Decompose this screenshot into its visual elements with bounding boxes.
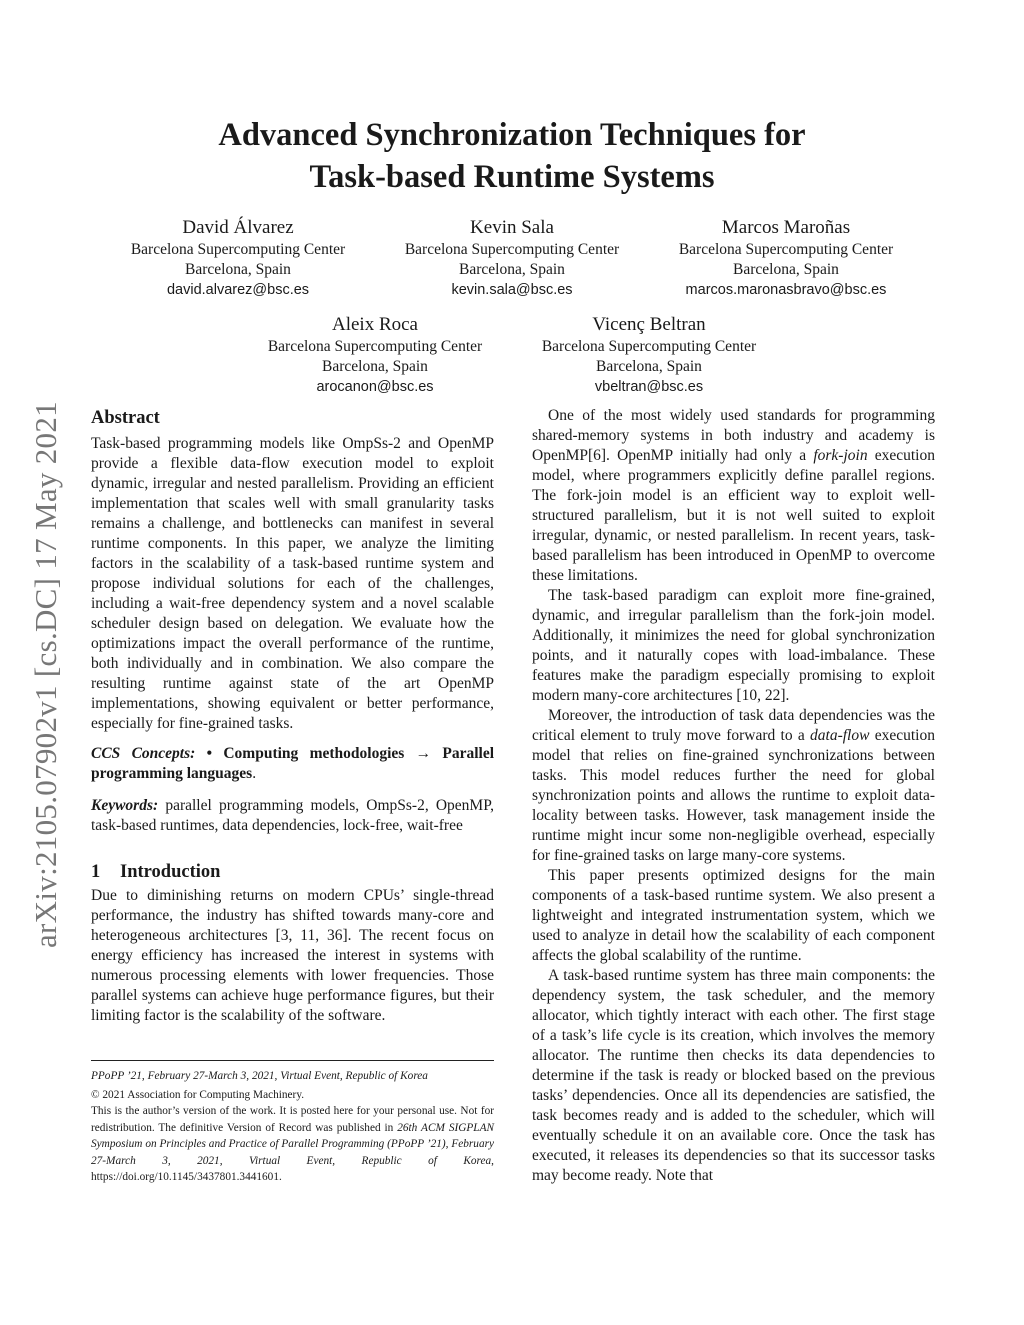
author-block-beltran bbox=[509, 314, 789, 397]
intro-paragraph-1 bbox=[532, 406, 935, 586]
author-block-alvarez bbox=[98, 217, 378, 300]
author-email[interactable]: david.alvarez@bsc.es bbox=[166, 282, 310, 298]
author-name: Aleix Roca bbox=[331, 314, 418, 335]
abstract-heading: Abstract bbox=[91, 408, 160, 428]
title-line-2: Task-based Runtime Systems bbox=[309, 159, 715, 195]
p1-emphasis: fork-join bbox=[813, 447, 868, 464]
notice-text-b: , https://doi.org/10.1145/3437801.3441601. bbox=[91, 1154, 494, 1183]
author-block-maronas bbox=[646, 217, 926, 300]
ccs-end: . bbox=[252, 765, 257, 782]
p3-emphasis: data-flow bbox=[810, 727, 870, 744]
right-column bbox=[532, 406, 935, 1186]
author-name: Kevin Sala bbox=[470, 217, 554, 238]
author-email[interactable]: kevin.sala@bsc.es bbox=[451, 282, 573, 298]
author-affiliation: Barcelona Supercomputing Center bbox=[267, 338, 483, 355]
footnote-copyright: © 2021 Association for Computing Machinery. bbox=[91, 1088, 305, 1101]
author-affiliation: Barcelona Supercomputing Center bbox=[678, 241, 894, 258]
footnote-block bbox=[91, 1068, 494, 1186]
arxiv-identifier: arXiv:2105.07902v1 [cs.DC] 17 May 2021 bbox=[28, 401, 63, 948]
left-column bbox=[91, 406, 494, 1026]
p3-text-a: Moreover, the introduction of task data dependencies was the critical element to truly move forward to a bbox=[532, 707, 935, 744]
intro-paragraph-5: A task-based runtime system has three main components: the dependency system, the task scheduler, and the memory allocator, which tightly interact with each other. The first stage of a task’s life cycle is its creation, which involves the memory allocator. The runtime then checks its data dependencies to determine if the task is ready or blocked based on the previous tasks’ dependencies. Once all its dependencies are satisfied, the task becomes ready and is added to the scheduler, which will eventually schedule it on an available core. Once the task has executed, it releases its dependencies so that its successor tasks may become ready. Note that bbox=[532, 967, 935, 1184]
author-name: David Álvarez bbox=[182, 217, 294, 238]
author-affiliation: Barcelona Supercomputing Center bbox=[130, 241, 346, 258]
intro-paragraph-2: The task-based paradigm can exploit more fine-grained, dynamic, and irregular parallelism than the fork-join model. Additionally, it minimizes the need for global synchronization points, and it naturally copes with load-imbalance. These features make the paradigm especially promising to exploit modern many-core architectures [10, 22]. bbox=[532, 587, 935, 704]
author-email[interactable]: marcos.maronasbravo@bsc.es bbox=[685, 282, 887, 298]
title-line-1: Advanced Synchronization Techniques for bbox=[218, 117, 806, 153]
ccs-bullet: • bbox=[206, 745, 213, 762]
arrow-icon: → bbox=[415, 745, 432, 762]
author-location: Barcelona, Spain bbox=[733, 261, 839, 278]
p3-text-b: execution model that relies on fine-grained synchronizations between tasks. This model reduces further the need for global synchronization points and allows the runtime to exploit data-locality between tasks. However, task management inside the runtime might incur some non-negligible overhead, especially for fine-grained tasks on large many-core systems. bbox=[532, 727, 935, 864]
p1-text-a: One of the most widely used standards for programming shared-memory systems in both industry and academy is OpenMP[6]. OpenMP initially had only a bbox=[532, 407, 935, 464]
ccs-topic: Computing methodologies bbox=[223, 745, 405, 762]
author-affiliation: Barcelona Supercomputing Center bbox=[541, 338, 757, 355]
author-email[interactable]: arocanon@bsc.es bbox=[316, 379, 434, 395]
ccs-label: CCS Concepts: bbox=[91, 745, 196, 762]
author-name: Marcos Maroñas bbox=[721, 217, 851, 238]
author-location: Barcelona, Spain bbox=[322, 358, 428, 375]
footnote-conference: PPoPP ’21, February 27-March 3, 2021, Virtual Event, Republic of Korea bbox=[91, 1070, 428, 1082]
notice-venue: 26th ACM SIGPLAN Symposium on Principles and Practice of Parallel Programming (PPoPP ’21), February 27-March 3, 2021, Virtual Event, Republic of Korea bbox=[91, 1121, 495, 1167]
section-title: Introduction bbox=[120, 862, 221, 882]
author-location: Barcelona, Spain bbox=[185, 261, 291, 278]
keywords bbox=[91, 796, 494, 836]
paper-title bbox=[130, 114, 894, 198]
author-location: Barcelona, Spain bbox=[596, 358, 702, 375]
abstract-text: Task-based programming models like OmpSs-2 and OpenMP provide a flexible data-flow execution model to exploit dynamic, irregular and nested parallelism. Providing an efficient implementation that scales well with small granularity tasks remains a challenge, and bottlenecks can manifest in several runtime components. In this paper, we analyze the limiting factors in the scalability of a task-based runtime system and propose individual solutions for each of the challenges, including a wait-free dependency system and a novel scalable scheduler design based on delegation. We evaluate how the optimizations impact the overall performance of the runtime, both individually and in combination. We also compare the resulting runtime against state of the art OpenMP implementations, showing equivalent or better performance, especially for fine-grained tasks. bbox=[91, 435, 494, 732]
keywords-label: Keywords: bbox=[91, 797, 159, 814]
ccs-subtopic: Parallel programming languages bbox=[91, 745, 495, 782]
author-block-sala bbox=[372, 217, 652, 300]
author-location: Barcelona, Spain bbox=[459, 261, 565, 278]
notice-text-a: This is the author’s version of the work. It is posted here for your personal use. Not for redistribution. The definitive Version of Record was published in bbox=[91, 1105, 494, 1134]
author-block-roca bbox=[235, 314, 515, 397]
footnote-divider bbox=[91, 1060, 494, 1061]
author-name: Vicenç Beltran bbox=[592, 314, 706, 335]
author-email[interactable]: vbeltran@bsc.es bbox=[594, 379, 704, 395]
ccs-concepts bbox=[91, 744, 494, 784]
author-affiliation: Barcelona Supercomputing Center bbox=[404, 241, 620, 258]
intro-paragraph-3 bbox=[532, 706, 935, 866]
footnote-notice bbox=[91, 1103, 494, 1186]
section-heading-introduction bbox=[91, 860, 494, 884]
keywords-text: parallel programming models, OmpSs-2, OpenMP, task-based runtimes, data dependencies, lock-free, wait-free bbox=[91, 797, 494, 834]
p1-text-b: execution model, where programmers explicitly define parallel regions. The fork-join model is an efficient way to exploit well-structured parallelism, but it is not well suited to exploit irregular, dynamic, or nested parallelism. In recent years, task-based parallelism has been introduced in OpenMP to overcome these limitations. bbox=[532, 447, 935, 584]
intro-paragraph-left: Due to diminishing returns on modern CPUs’ single-thread performance, the industry has shifted towards many-core and heterogeneous architectures [3, 11, 36]. The recent focus on energy efficiency has increased the interest in systems with numerous processing elements with lower frequencies. Those parallel systems can achieve huge performance figures, but their limiting factor is the scalability of the software. bbox=[91, 887, 494, 1024]
section-number: 1 bbox=[91, 862, 101, 882]
intro-paragraph-4: This paper presents optimized designs for the main components of a task-based runtime system. We also present a lightweight and integrated instrumentation system, which we used to analyze in detail how the scalability of each component affects the global scalability of the runtime. bbox=[532, 867, 935, 964]
